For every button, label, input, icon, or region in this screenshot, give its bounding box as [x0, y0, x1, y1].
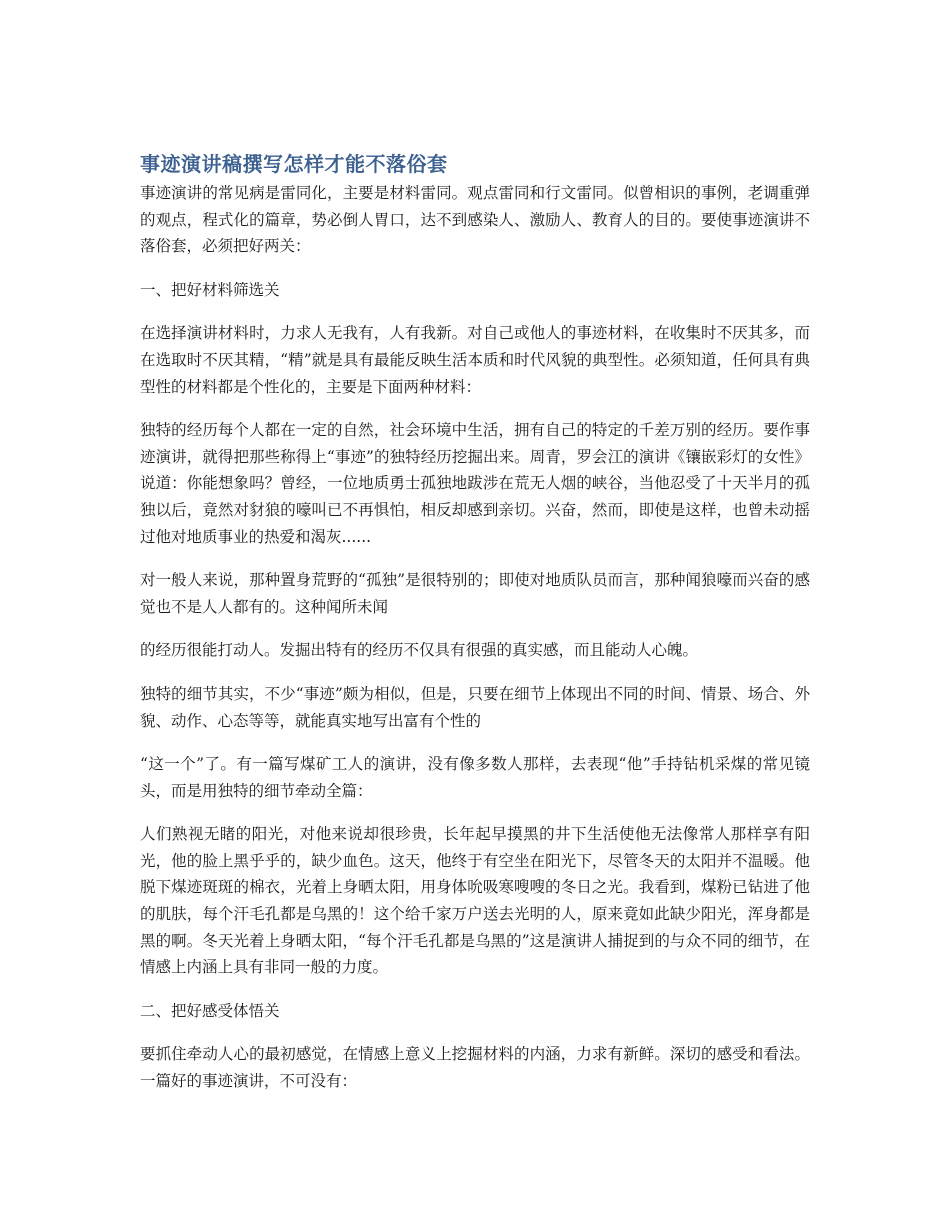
- paragraph-coal-miner-intro: “这一个”了。有一篇写煤矿工人的演讲，没有像多数人那样，去表现“他”手持钻机采煤的常见镜头，而是用独特的细节牵动全篇：: [140, 755, 810, 800]
- paragraph-intro: 事迹演讲的常见病是雷同化，主要是材料雷同。观点雷同和行文雷同。似曾相识的事例，老调重弹的观点，程式化的篇章，势必倒人胃口，达不到感染人、激励人、教育人的目的。要使事迹演讲不落俗套，必须把好两关：: [140, 184, 810, 256]
- paragraph-unique-experience: 独特的经历每个人都在一定的自然，社会环境中生活，拥有自己的特定的千差万别的经历。要作事迹演讲，就得把那些称得上“事迹”的独特经历挖掘出来。周青，罗会江的演讲《镶嵌彩灯的女性》说道：你能想象吗？曾经，一位地质勇士孤独地跋涉在荒无人烟的峡谷，当他忍受了十天半月的孤独以后，竟然对豺狼的嚎叫已不再惧怕，相反却感到亲切。兴奋，然而，即使是这样，也曾未动摇过他对地质事业的热爱和渴灰......: [140, 421, 810, 546]
- paragraph-sunlight-quote: 人们熟视无睹的阳光，对他来说却很珍贵，长年起早摸黑的井下生活使他无法像常人那样享有阳光，他的脸上黑乎乎的，缺少血色。这天，他终于有空坐在阳光下，尽管冬天的太阳并不温暖。他脱下煤迹斑斑的棉衣，光着上身晒太阳，用身体吮吸寒嗖嗖的冬日之光。我看到，煤粉已钻进了他的肌肤，每个汗毛孔都是乌黑的！这个给千家万户送去光明的人，原来竟如此缺少阳光，浑身都是黑的啊。冬天光着上身晒太阳，“每个汗毛孔都是乌黑的”这是演讲人捕捉到的与众不同的细节，在情感上内涵上具有非同一般的力度。: [140, 825, 810, 977]
- document-page: [140, 148, 810, 1095]
- paragraph-unique-details: 独特的细节其实，不少“事迹”颇为相似，但是，只要在细节上体现出不同的时间、情景、场合、外貌、动作、心态等等，就能真实地写出富有个性的: [140, 684, 810, 730]
- paragraph-loneliness: 对一般人来说，那种置身荒野的“孤独”是很特别的；即使对地质队员而言，那种闻狼嚎而兴奋的感觉也不是人人都有的。这种闻所未闻: [140, 571, 810, 616]
- section-heading-2: 二、把好感受体悟关: [140, 1001, 280, 1020]
- paragraph-material-selection: 在选择演讲材料时，力求人无我有，人有我新。对自己或他人的事迹材料，在收集时不厌其多，而在选取时不厌其精，“精”就是具有最能反映生活本质和时代风貌的典型性。必须知道，任何具有典型性的材料都是个性化的，主要是下面两种材料：: [140, 324, 810, 396]
- paragraph-feelings: 要抓住牵动人心的最初感觉，在情感上意义上挖掘材料的内涵，力求有新鲜。深切的感受和看法。一篇好的事迹演讲，不可没有：: [140, 1045, 810, 1091]
- section-heading-1: 一、把好材料筛选关: [140, 280, 280, 299]
- paragraph-moving-experience: 的经历很能打动人。发掘出特有的经历不仅具有很强的真实感，而且能动人心魄。: [140, 641, 699, 660]
- document-title: 事迹演讲稿撰写怎样才能不落俗套: [140, 152, 448, 176]
